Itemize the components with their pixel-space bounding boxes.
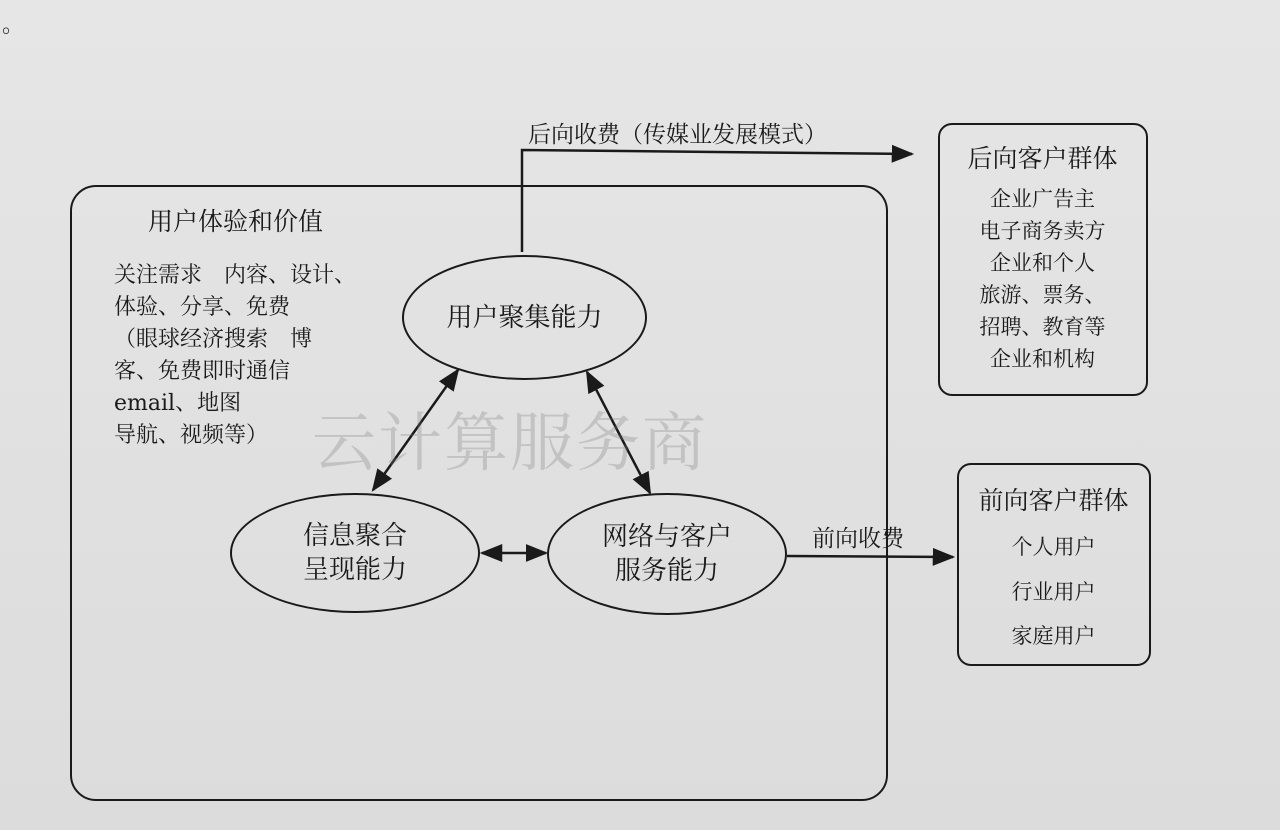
description-line: 客、免费即时通信 <box>114 359 291 384</box>
backward-customer-item: 企业广告主 <box>990 187 1095 211</box>
forward-customer-item: 家庭用户 <box>1011 624 1096 648</box>
forward-customer-item: 个人用户 <box>1011 535 1096 559</box>
forward-customers-title: 前向客户群体 <box>978 486 1129 515</box>
user-aggregation-node <box>402 255 647 380</box>
info-aggregation-label-line1: 信息聚合 <box>302 521 407 551</box>
forward-customers-box <box>957 463 1151 666</box>
info-aggregation-label-line2: 呈现能力 <box>302 555 407 585</box>
description-line: （眼球经济搜索 博 <box>114 327 313 352</box>
provider-watermark: 云计算服务商 <box>312 407 708 481</box>
corner-mark: 。 <box>2 13 25 38</box>
forward-fee-label: 前向收费 <box>812 526 904 552</box>
network-service-label-line1: 网络与客户 <box>601 522 732 552</box>
backward-customers-box <box>938 123 1148 396</box>
backward-customers-title: 后向客户群体 <box>967 144 1118 173</box>
backward-customer-item: 招聘、教育等 <box>979 315 1106 339</box>
user-aggregation-label: 用户聚集能力 <box>446 302 603 333</box>
backward-customer-item: 企业和个人 <box>990 251 1095 275</box>
description-line: email、地图 <box>114 391 242 416</box>
network-service-node <box>547 493 787 615</box>
backward-customer-item: 旅游、票务、 <box>979 283 1106 307</box>
description-line: 关注需求 内容、设计、 <box>114 263 357 288</box>
description-line: 体验、分享、免费 <box>114 295 291 320</box>
info-aggregation-node <box>230 493 480 613</box>
backward-customer-item: 电子商务卖方 <box>979 219 1106 243</box>
forward-customer-item: 行业用户 <box>1011 580 1096 604</box>
backward-customer-item: 企业和机构 <box>990 347 1095 371</box>
network-service-label-line2: 服务能力 <box>614 556 719 586</box>
backward-fee-label: 后向收费（传媒业发展模式） <box>528 122 827 148</box>
user-experience-title: 用户体验和价值 <box>148 207 324 236</box>
description-line: 导航、视频等） <box>114 423 269 448</box>
